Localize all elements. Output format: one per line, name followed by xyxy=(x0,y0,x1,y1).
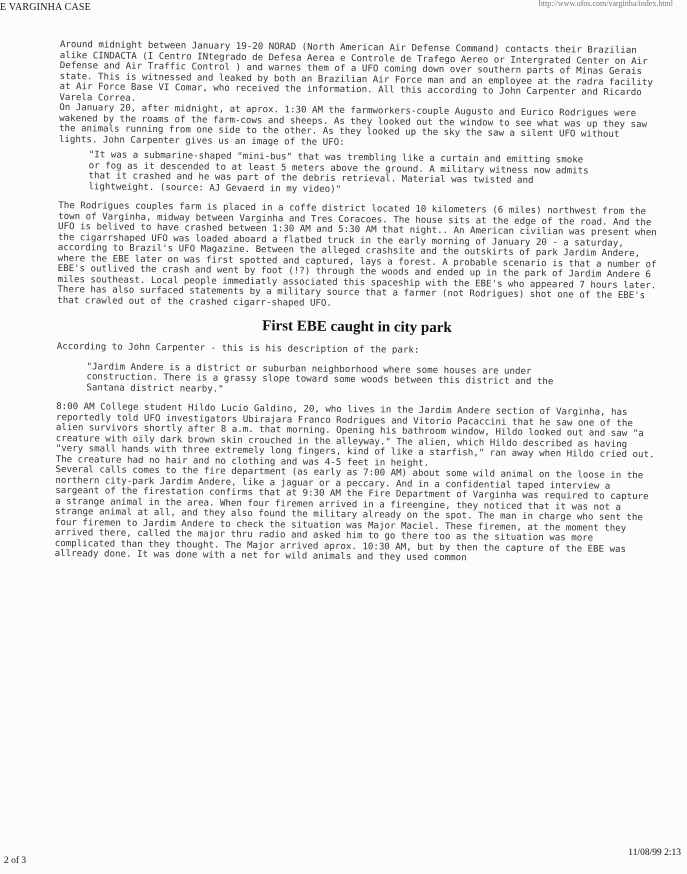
paragraph-fire-department: Several calls comes to the fire department (as early as 7:00 AM) about some wild animal on the loose in the northern city-park Jardim Andere, like a jaguar or a peccary. And in a confidential taped interview a sargeant of the firestation confirms that at 9:30 AM the Fire Department of Varginha was required to capture a strange animal in the area. When four firemen arrived in a fireengine, they noticed that it was not a strange animal at all, and they also found the military already on the spot. The man in charge who sent the four firemen to Jardim Andere to check the situation was Major Maciel. These firemen, at the moment they arrived there, called the major thru radio and asked him to go there too as the situation was more complicated than they thought. The Major arrived aprox. 10:30 AM, but by then the capture of the EBE was allready done. It was done with a net for wild animals and they used common xyxy=(54,464,649,564)
paragraph-norad: Around midnight between January 19-20 NORAD (North American Air Defense Command) contacts their Brazilian alike CINDACTA (I Centro INtegrado de Defesa Aerea e Controle de Trafego Aereo or Intergrated Center on Air Defense and Air Traffic Control ) and warnes them of a UFO coming down over southern parts of Minas Gerais state. This is witnessed and leaked by both an Brazilian Air Force man and an employee at the radra facility at Air Force Base VI Comar, who received the information. All this according to John Carpenter and Ricardo Varela Correa. xyxy=(59,40,653,104)
page-url: http://www.ufos.com/varginha/index.html xyxy=(538,0,673,8)
quote-carpenter-ufo: "It was a submarine-shaped "mini-bus" that was trembling like a curtain and emitting smoke or fog as it descended to at least 5 meters above the ground. A military witness now admits that it crashed and he was part of the debris retrieval. Material was twisted and lightweight. (source: AJ Gevaerd in my video)" xyxy=(88,150,589,195)
document-body xyxy=(55,40,660,566)
paragraph-hildo-sighting: 8:00 AM College student Hildo Lucio Galdino, 20, who lives in the Jardim Andere section of Varginha, has reportedly told UFO investigators Ubirajara Franco Rodrigues and Vitorio Pacaccini that he saw one of the alien survivors shortly after 8 a.m. that morning. Opening his bathroom window, Hildo looked out and saw "a creature with oily dark brown skin crouched in the alleyway." The alien, which Hildo described as having "very small hands with three extremely long fingers, kind of like a starfish," ran away when Hildo cried out. The creature had no hair and no clothing and was 4-5 feet in height. xyxy=(55,401,655,469)
page-number: 2 of 3 xyxy=(4,856,27,866)
section-heading: First EBE caught in city park xyxy=(262,318,452,337)
paragraph-rodrigues-farm: On January 20, after midnight, at aprox. 1:30 AM the farmworkers-couple Augusto and Eurico Rodrigues were wakened by the roams of the farm-cows and sheeps. As they looked out the window to see what was up they saw the animals running from one side to the other. As they looked up the sky the saw a silent UFO without lights. John Carpenter gives us an image of the UFO: xyxy=(58,102,648,148)
paragraph-crash-site: The Rodrigues couples farm is placed in a coffe district located 10 kilometers (6 miles) northwest from the town of Varginha, midway between Varginha and Tres Coracoes. The house sits at the edge of the road. And the UFO is belived to have crashed between 1:30 AM and 5:30 AM that night.. An American civilian was present when the cigarrshaped UFO was loaded aboard a flatbed truck in the early morning of January 20 - a saturday, according to Brazil's UFO Magazine. Between the alleged crashsite and the outskirts of park Jardim Andere, where the EBE later on was first spotted and captured, lays a forest. A probable scenario is that a number of EBE's outlived the crash and went by foot (!?) through the woods and ended up in the park of Jardim Andere 6 miles southeast. Local people immediatly associated this spaceship with the EBE's who appeared 7 hours later. There has also surfaced statements by a military source that a farmer (not Rodrigues) shot one of the EBE's that crawled out of the crashed cigarr-shaped UFO. xyxy=(57,200,657,309)
print-timestamp: 11/08/99 2:13 xyxy=(628,848,681,858)
paragraph-park-intro: According to John Carpenter - this is his description of the park: xyxy=(56,341,420,356)
document-title: E VARGINHA CASE xyxy=(0,2,91,13)
quote-park-description: "Jardim Andere is a district or suburban neighborhood where some houses are under construction. There is a grassy slope toward some woods between this district and the Santana district nearby." xyxy=(86,361,554,395)
